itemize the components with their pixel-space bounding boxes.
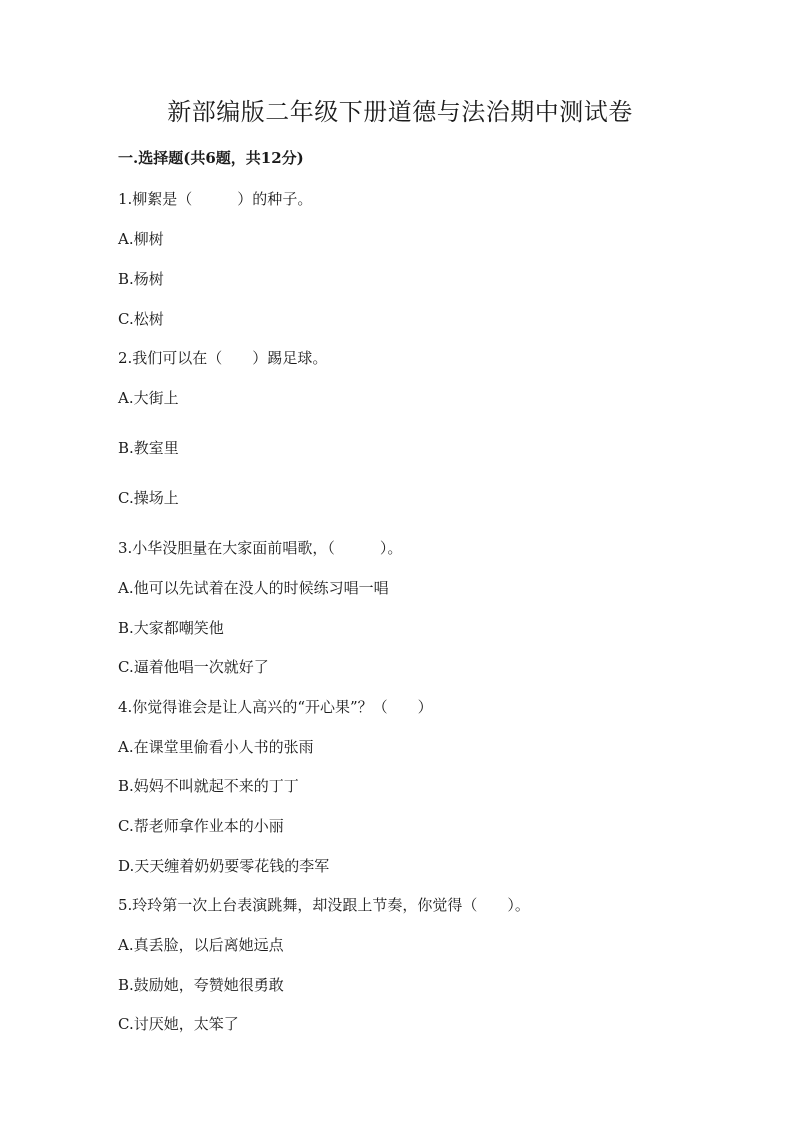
question-3-stem: 3.小华没胆量在大家面前唱歌，（ ）。 bbox=[118, 539, 403, 557]
question-5-option-b: B.鼓励她，夸赞她很勇敢 bbox=[118, 976, 284, 994]
section-heading: 一.选择题(共6题，共12分) bbox=[118, 149, 304, 167]
question-3-option-b: B.大家都嘲笑他 bbox=[118, 619, 224, 637]
question-3-option-c: C.逼着他唱一次就好了 bbox=[118, 658, 269, 676]
question-4-option-b: B.妈妈不叫就起不来的丁丁 bbox=[118, 777, 299, 795]
question-5-option-a: A.真丢脸，以后离她远点 bbox=[118, 936, 284, 954]
question-1-option-c: C.松树 bbox=[118, 310, 164, 328]
question-4-option-c: C.帮老师拿作业本的小丽 bbox=[118, 817, 284, 835]
question-2-option-c: C.操场上 bbox=[118, 489, 179, 507]
question-1-stem: 1.柳絮是（ ）的种子。 bbox=[118, 190, 313, 208]
question-5-stem: 5.玲玲第一次上台表演跳舞，却没跟上节奏，你觉得（ ）。 bbox=[118, 896, 530, 914]
question-4-stem: 4.你觉得谁会是让人高兴的“开心果”？（ ） bbox=[118, 698, 433, 716]
question-3-option-a: A.他可以先试着在没人的时候练习唱一唱 bbox=[118, 579, 389, 597]
question-1-option-a: A.柳树 bbox=[118, 230, 164, 248]
question-2-option-b: B.教室里 bbox=[118, 439, 179, 457]
page-title: 新部编版二年级下册道德与法治期中测试卷 bbox=[167, 98, 633, 126]
question-2-stem: 2.我们可以在（ ）踢足球。 bbox=[118, 349, 328, 367]
question-4-option-a: A.在课堂里偷看小人书的张雨 bbox=[118, 738, 314, 756]
question-1-option-b: B.杨树 bbox=[118, 270, 164, 288]
question-5-option-c: C.讨厌她，太笨了 bbox=[118, 1015, 239, 1033]
question-2-option-a: A.大街上 bbox=[118, 389, 179, 407]
question-4-option-d: D.天天缠着奶奶要零花钱的李军 bbox=[118, 857, 330, 875]
